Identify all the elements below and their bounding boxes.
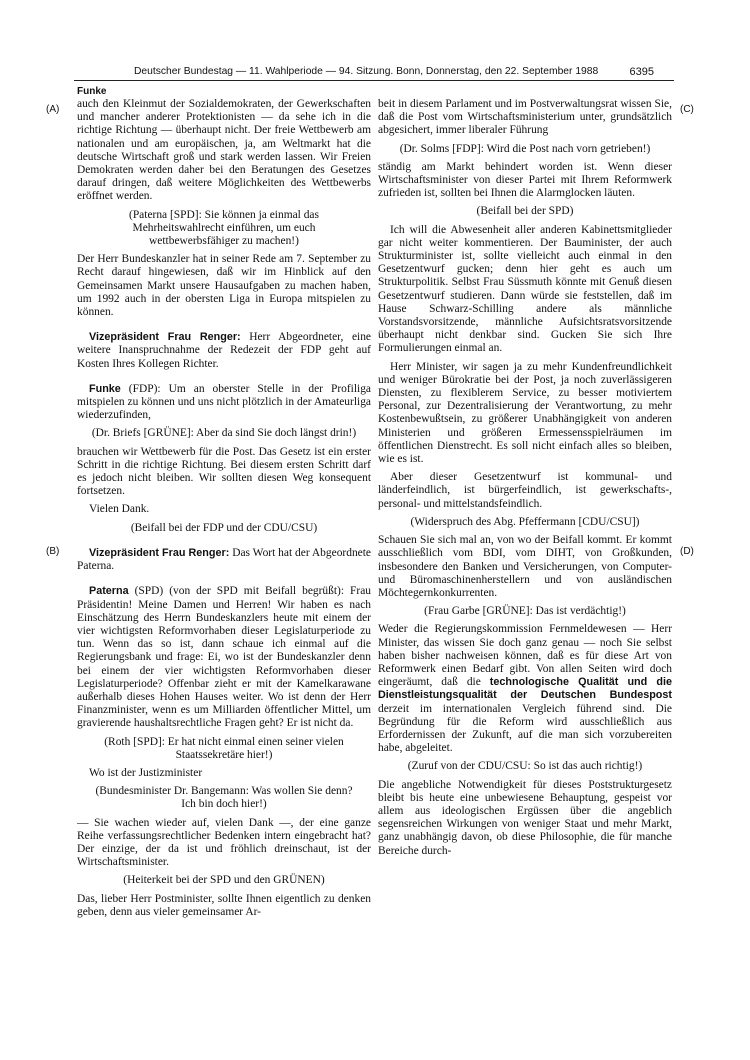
margin-mark-b: (B) bbox=[46, 546, 60, 557]
paragraph: Aber dieser Gesetzentwurf ist kommunal- und länderfeindlich, ist bürgerfeindlich, ist gewerkschafts-, personal- und mittelstandsfeindlich. bbox=[378, 471, 672, 510]
interjection: (Heiterkeit bei der SPD und den GRÜNEN) bbox=[123, 874, 325, 887]
speech-text: Das Wort hat der Abgeordnete Paterna. bbox=[77, 546, 371, 573]
speech-funke bbox=[77, 383, 371, 423]
paragraph: Schauen Sie sich mal an, von wo der Beifall kommt. Er kommt ausschließlich vom BDI, vom DIHT, von Großkunden, insbesondere den Banken und Versicherungen, von Computer- und Büromaschinenherstellern und von ausländischen Möchtegernkonkurrenten. bbox=[378, 534, 672, 599]
paragraph: beit in diesem Parlament und im Postverwaltungsrat wissen Sie, daß die Post vom Wirtschaftsministerium unter, grundsätzlich abgesichert, immer liberaler Führung bbox=[378, 98, 672, 137]
paragraph: auch den Kleinmut der Sozialdemokraten, der Gewerkschaften und mancher anderer Protektionisten — da sehe ich in die richtige Richtung — überhaupt nicht. Der freie Wettbewerb am nationalen und am europäischen, ja, am Weltmarkt hat die deutsche Wirtschaft groß und stark werden lassen. Wir Freien Demokraten werden daher bei den Beratungen des Gesetzes darauf dringen, daß weitere Möglichkeiten des Wettbewerbs eröffnet werden. bbox=[77, 98, 371, 203]
speaker-name: Paterna bbox=[89, 585, 129, 598]
interjection: (Beifall bei der FDP und der CDU/CSU) bbox=[130, 521, 318, 534]
right-column bbox=[378, 98, 672, 863]
interjection: (Frau Garbe [GRÜNE]: Das ist verdächtig!) bbox=[424, 605, 626, 618]
margin-mark-d: (D) bbox=[680, 546, 694, 557]
interjection: (Beifall bei der SPD) bbox=[476, 205, 574, 218]
running-title: Deutscher Bundestag — 11. Wahlperiode — 94. Sitzung. Bonn, Donnerstag, den 22. September 1988 bbox=[134, 66, 599, 77]
margin-mark-c: (C) bbox=[680, 104, 694, 115]
paragraph: brauchen wir Wettbewerb für die Post. Das Gesetz ist ein erster Schritt in die richtige Richtung. Bei diesem ersten Schritt darf es jedoch nicht bleiben. Wir sollten diesen Weg konsequent fortsetzen. bbox=[77, 445, 371, 498]
paragraph: Herr Minister, wir sagen ja zu mehr Kundenfreundlichkeit und weniger Bürokratie bei der Post, ja noch zuverlässigeren Diensten, zu flexiblerem Service, zu besser motiviertem Personal, zur Dezentralisierung der Verantwortung, zu mehr Kostenbewußtsein, zu größerer Unabhängigkeit von anderen Ministerien und größeren Ermessensspielräumen im öffentlichen Dienstrecht. Es soll nicht einfach alles so bleiben, wie es ist. bbox=[378, 360, 672, 466]
paragraph: ständig am Markt behindert worden ist. Wenn dieser Wirtschaftsminister von dieser Partei mit Ihrem Reformwerk zufrieden ist, sollten bei Ihnen die Alarmglocken läuten. bbox=[378, 160, 672, 200]
speech-renger-2 bbox=[77, 547, 371, 573]
left-column bbox=[77, 98, 371, 924]
speaker-name: Vizepräsident Frau Renger: bbox=[89, 546, 230, 559]
speech-text: Herr Abgeordneter, eine weitere Inanspruchnahme der Redezeit der FDP geht auf Kosten Ihres Kollegen Richter. bbox=[77, 331, 371, 370]
page-number: 6395 bbox=[629, 66, 654, 78]
margin-mark-a: (A) bbox=[46, 104, 60, 115]
header-rule bbox=[74, 80, 674, 81]
paragraph: Die angebliche Notwendigkeit für dieses Poststrukturgesetz bleibt bis heute eine unbewiesene Behauptung, gespeist vor allem aus ideologischen Ergüssen über die angeblich segensreichen Wirkungen von weniger Staat und mehr Markt, ganz unabhängig davon, ob diese Philosophie, die für manche Bereiche durch- bbox=[378, 778, 672, 857]
paragraph: — Sie wachen wieder auf, vielen Dank —, der eine ganze Reihe verfassungsrechtlicher Bedenken intern eingebracht hat? Der einzige, der da ist und fröhlich dreinschaut, ist der Wirtschaftsminister. bbox=[77, 816, 371, 869]
speech-renger-1 bbox=[77, 331, 371, 371]
paragraph: Das, lieber Herr Postminister, sollte Ihnen eigentlich zu denken geben, denn aus vieler gemeinsamer Ar- bbox=[77, 892, 371, 918]
text-run: derzeit im internationalen Vergleich führend sind. Die Begründung für die Reform wird ausschließlich aus Erfordernissen der Zukunft, auf die man sich vorzubereiten habe, abgeleitet. bbox=[378, 702, 672, 755]
interjection: (Dr. Briefs [GRÜNE]: Aber da sind Sie doch längst drin!) bbox=[91, 427, 357, 440]
speaker-name: Funke bbox=[89, 382, 121, 395]
paragraph: Wo ist der Justizminister bbox=[89, 766, 203, 779]
speech-text: (FDP): Um an oberster Stelle in der Profiliga mitspielen zu können und uns nicht plötzlich in der Amateurliga wiederzufinden, bbox=[77, 382, 371, 422]
paragraph bbox=[378, 623, 672, 755]
interjection: (Zuruf von der CDU/CSU: So ist das auch richtig!) bbox=[407, 760, 643, 773]
speaker-tag: Funke bbox=[77, 86, 107, 97]
interjection: (Dr. Solms [FDP]: Wird die Post nach vorn getrieben!) bbox=[399, 142, 651, 155]
paragraph: Der Herr Bundeskanzler hat in seiner Rede am 7. September zu Recht darauf hingewiesen, daß wir im Hinblick auf den Gemeinsamen Markt unsere Hausaufgaben zu machen haben, um 1992 auch in der obersten Liga in Europa mitspielen zu können. bbox=[77, 253, 371, 319]
interjection: (Roth [SPD]: Er hat nicht einmal einen seiner vielen Staatssekretäre hier!) bbox=[104, 735, 344, 761]
speech-text: (SPD) (von der SPD mit Beifall begrüßt): Frau Präsidentin! Meine Damen und Herren! Wir haben es nach Einschätzung des Herrn Bundeskanzlers heute mit einem der vier wichtigsten Reformvorhaben dieser Legislaturperiode zu tun. Wenn das so ist, dann schaue ich einmal auf die Regierungsbank und frage: Ei, wo ist der Bundeskanzler denn bei einem der vier wichtigsten Reformvorhaben dieser Legislaturperiode? Offenbar zieht er mit der Kamelkarawane außerhalb dieses Hohen Hauses weiter. Wo ist denn der Herr Finanzminister, wenn es um Milliarden öffentlicher Mittel, um gravierende haushaltsrechtliche Fragen geht? Er ist nicht da. bbox=[77, 585, 371, 730]
speaker-name: Vizepräsident Frau Renger: bbox=[89, 331, 241, 344]
emphasis: technologische Qualität und die Dienstleistungsqualität der Deutschen Bundespost bbox=[378, 676, 672, 702]
running-header bbox=[134, 66, 654, 77]
paragraph: Vielen Dank. bbox=[89, 503, 150, 516]
speech-paterna bbox=[77, 585, 371, 730]
text-run: Weder die Regierungskommission Fernmeldewesen — Herr Minister, das wissen Sie doch ganz genau — noch Sie selbst haben bisher nachweisen können, daß es für diese Art von Reformwerk einen Bedarf gibt. Von allen Seiten wird doch eingeräumt, daß die bbox=[378, 623, 672, 689]
interjection: (Widerspruch des Abg. Pfeffermann [CDU/CSU]) bbox=[410, 515, 640, 528]
interjection: (Bundesminister Dr. Bangemann: Was wollen Sie denn? Ich bin doch hier!) bbox=[95, 785, 353, 811]
interjection: (Paterna [SPD]: Sie können ja einmal das Mehrheitswahlrecht einführen, um euch wettbewerbsfähiger zu machen!) bbox=[129, 208, 319, 248]
paragraph: Ich will die Abwesenheit aller anderen Kabinettsmitglieder gar nicht weiter kommentieren. Der Bauminister, der auch Strukturminister ist, sollte vielleicht auch einmal in den Gesetzentwurf gucken; denn hier geht es auch um Strukturpolitik. Selbst Frau Süssmuth könnte mit Genuß diesen Gesetzentwurf studieren. Dann würde sie feststellen, daß im Hause Schwarz-Schilling andere als männliche Vorstandsvorsitzende, männliche Aufsichtsratsvorsitzende überhaupt nicht denkbar sind. Gucken Sie sich Ihre Formulierungen einmal an. bbox=[378, 223, 672, 355]
